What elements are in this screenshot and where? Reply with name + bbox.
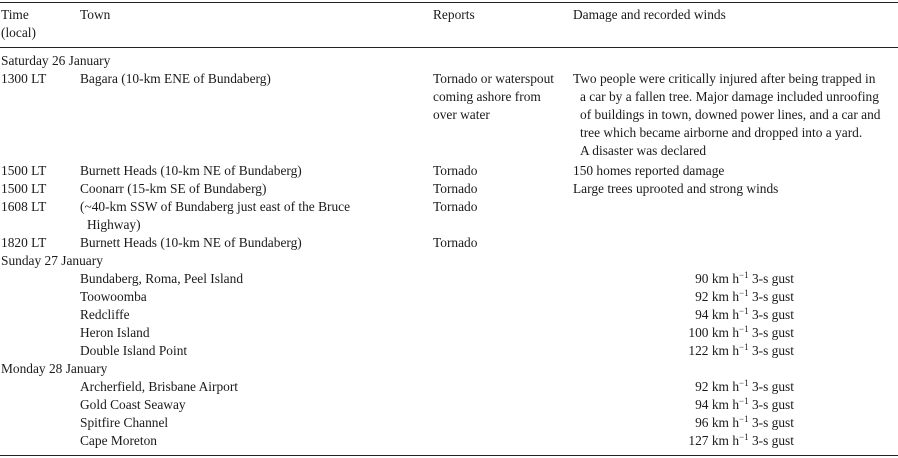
row-gust: 90 km $h^{-1}$ 3-s gust bbox=[695, 270, 794, 286]
row-town: Bagara (10-km ENE of Bundaberg) bbox=[80, 71, 271, 86]
row-time: 1500 LT bbox=[1, 181, 47, 196]
row-town: Burnett Heads (10-km NE of Bundaberg) bbox=[80, 235, 302, 250]
row-damage-line: of buildings in town, downed power lines, and a car and bbox=[580, 107, 881, 122]
header-reports: Reports bbox=[433, 7, 475, 22]
row-time: 1820 LT bbox=[1, 235, 47, 250]
row-time: 1300 LT bbox=[1, 71, 47, 86]
row-town-line: (~40-km SSW of Bundaberg just east of the Bruce bbox=[80, 199, 351, 214]
row-time: 1608 LT bbox=[1, 199, 47, 214]
row-damage: Large trees uprooted and strong winds bbox=[573, 181, 779, 196]
row-report: Tornado bbox=[433, 181, 478, 196]
row-town: Double Island Point bbox=[80, 343, 188, 358]
row-town: Spitfire Channel bbox=[80, 415, 169, 430]
day-heading: Sunday 27 January bbox=[1, 253, 103, 268]
row-damage bbox=[573, 70, 880, 160]
row-damage: 150 homes reported damage bbox=[573, 163, 725, 178]
header-damage: Damage and recorded winds bbox=[573, 7, 726, 22]
row-town: Toowoomba bbox=[80, 289, 147, 304]
row-gust: 92 km $h^{-1}$ 3-s gust bbox=[695, 378, 794, 394]
row-town-line: Highway) bbox=[87, 217, 141, 232]
row-town: Heron Island bbox=[80, 325, 150, 340]
row-town: Burnett Heads (10-km NE of Bundaberg) bbox=[80, 163, 302, 178]
row-report-line: coming ashore from bbox=[433, 89, 541, 104]
header-time bbox=[1, 6, 36, 42]
row-gust: 127 km $h^{-1}$ 3-s gust bbox=[688, 432, 794, 448]
header-rule bbox=[0, 47, 898, 48]
row-report: Tornado bbox=[433, 235, 478, 250]
row-time: 1500 LT bbox=[1, 163, 47, 178]
row-report: Tornado bbox=[433, 163, 478, 178]
row-town: Archerfield, Brisbane Airport bbox=[80, 379, 239, 394]
row-report: Tornado bbox=[433, 199, 478, 214]
row-damage-line: tree which became airborne and dropped into a yard. bbox=[580, 125, 863, 140]
row-damage-line: A disaster was declared bbox=[580, 143, 707, 158]
row-gust: 94 km $h^{-1}$ 3-s gust bbox=[695, 396, 794, 412]
row-town: Redcliffe bbox=[80, 307, 130, 322]
row-gust: 122 km $h^{-1}$ 3-s gust bbox=[688, 342, 794, 358]
row-town bbox=[80, 198, 350, 234]
row-damage-line: Two people were critically injured after being trapped in bbox=[573, 71, 876, 86]
row-town: Cape Moreton bbox=[80, 433, 157, 448]
row-gust: 94 km $h^{-1}$ 3-s gust bbox=[695, 306, 794, 322]
header-time-line1: Time bbox=[1, 7, 29, 22]
row-town: Bundaberg, Roma, Peel Island bbox=[80, 271, 244, 286]
day-heading: Saturday 26 January bbox=[1, 53, 111, 68]
row-gust: 92 km $h^{-1}$ 3-s gust bbox=[695, 288, 794, 304]
row-town: Coonarr (15-km SE of Bundaberg) bbox=[80, 181, 267, 196]
day-heading: Monday 28 January bbox=[1, 361, 108, 376]
row-gust: 96 km $h^{-1}$ 3-s gust bbox=[695, 414, 794, 430]
row-report-line: over water bbox=[433, 107, 490, 122]
row-report bbox=[433, 70, 554, 124]
header-time-line2: (local) bbox=[1, 25, 36, 40]
row-report-line: Tornado or waterspout bbox=[433, 71, 555, 86]
row-damage-line: a car by a fallen tree. Major damage included unroofing bbox=[580, 89, 879, 104]
header-town: Town bbox=[80, 7, 111, 22]
bottom-rule bbox=[0, 455, 898, 456]
row-town: Gold Coast Seaway bbox=[80, 397, 186, 412]
row-gust: 100 km $h^{-1}$ 3-s gust bbox=[688, 324, 794, 340]
top-rule bbox=[0, 2, 898, 3]
